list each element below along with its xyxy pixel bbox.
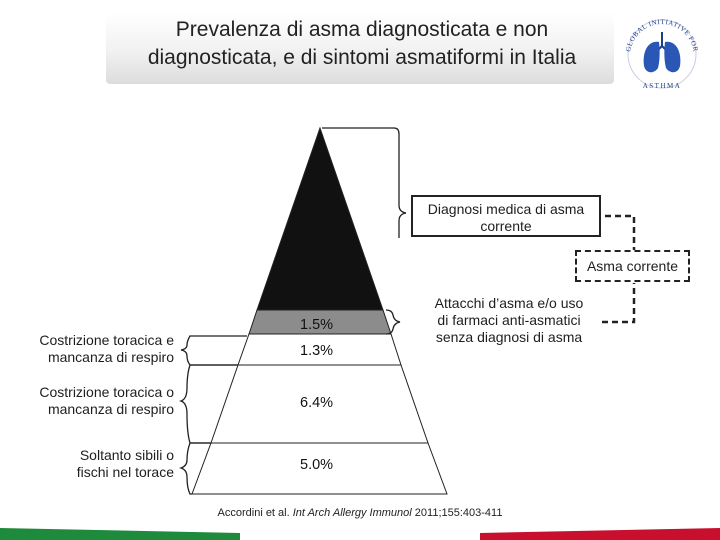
- value-5-0: 5.0%: [300, 457, 334, 473]
- value-6-4: 6.4%: [300, 395, 334, 411]
- attacks-label: Attacchi d’asma e/o uso di farmaci anti-asmatici senza diagnosi di asma: [434, 295, 584, 345]
- logo-text-top: GLOBAL INITIATIVE FOR: [624, 17, 700, 53]
- pyramid-level-4-9: [257, 128, 383, 310]
- logo-text-bottom: ASTHMA: [642, 82, 682, 90]
- value-4-9: 4.9%: [300, 256, 334, 272]
- label-chest-tightness-or-breath: Costrizione toracica o mancanza di respiro: [39, 384, 174, 417]
- dashed-connector-top: [605, 216, 634, 250]
- label-wheeze-only: Soltanto sibili o fischi nel torace: [76, 447, 174, 480]
- title-line-2: diagnosticata, e di sintomi asmatiformi in Italia: [147, 46, 577, 69]
- brace-left-1: [181, 336, 247, 365]
- label-chest-tightness-and-breath: Costrizione toracica e mancanza di respiro: [39, 332, 174, 365]
- dashed-connector-bottom: [602, 283, 634, 322]
- value-1-3: 1.3%: [300, 343, 334, 359]
- value-1-5: 1.5%: [300, 317, 334, 333]
- diagnosis-box: Diagnosi medica di asma corrente: [411, 195, 601, 237]
- title-line-1: Prevalenza di asma diagnosticata e non: [175, 18, 549, 41]
- citation: Accordini et al. Int Arch Allergy Immunol 2011;155:403-411: [217, 507, 503, 519]
- italian-flag-footer: [0, 528, 720, 540]
- current-asthma-box: Asma corrente: [575, 250, 690, 282]
